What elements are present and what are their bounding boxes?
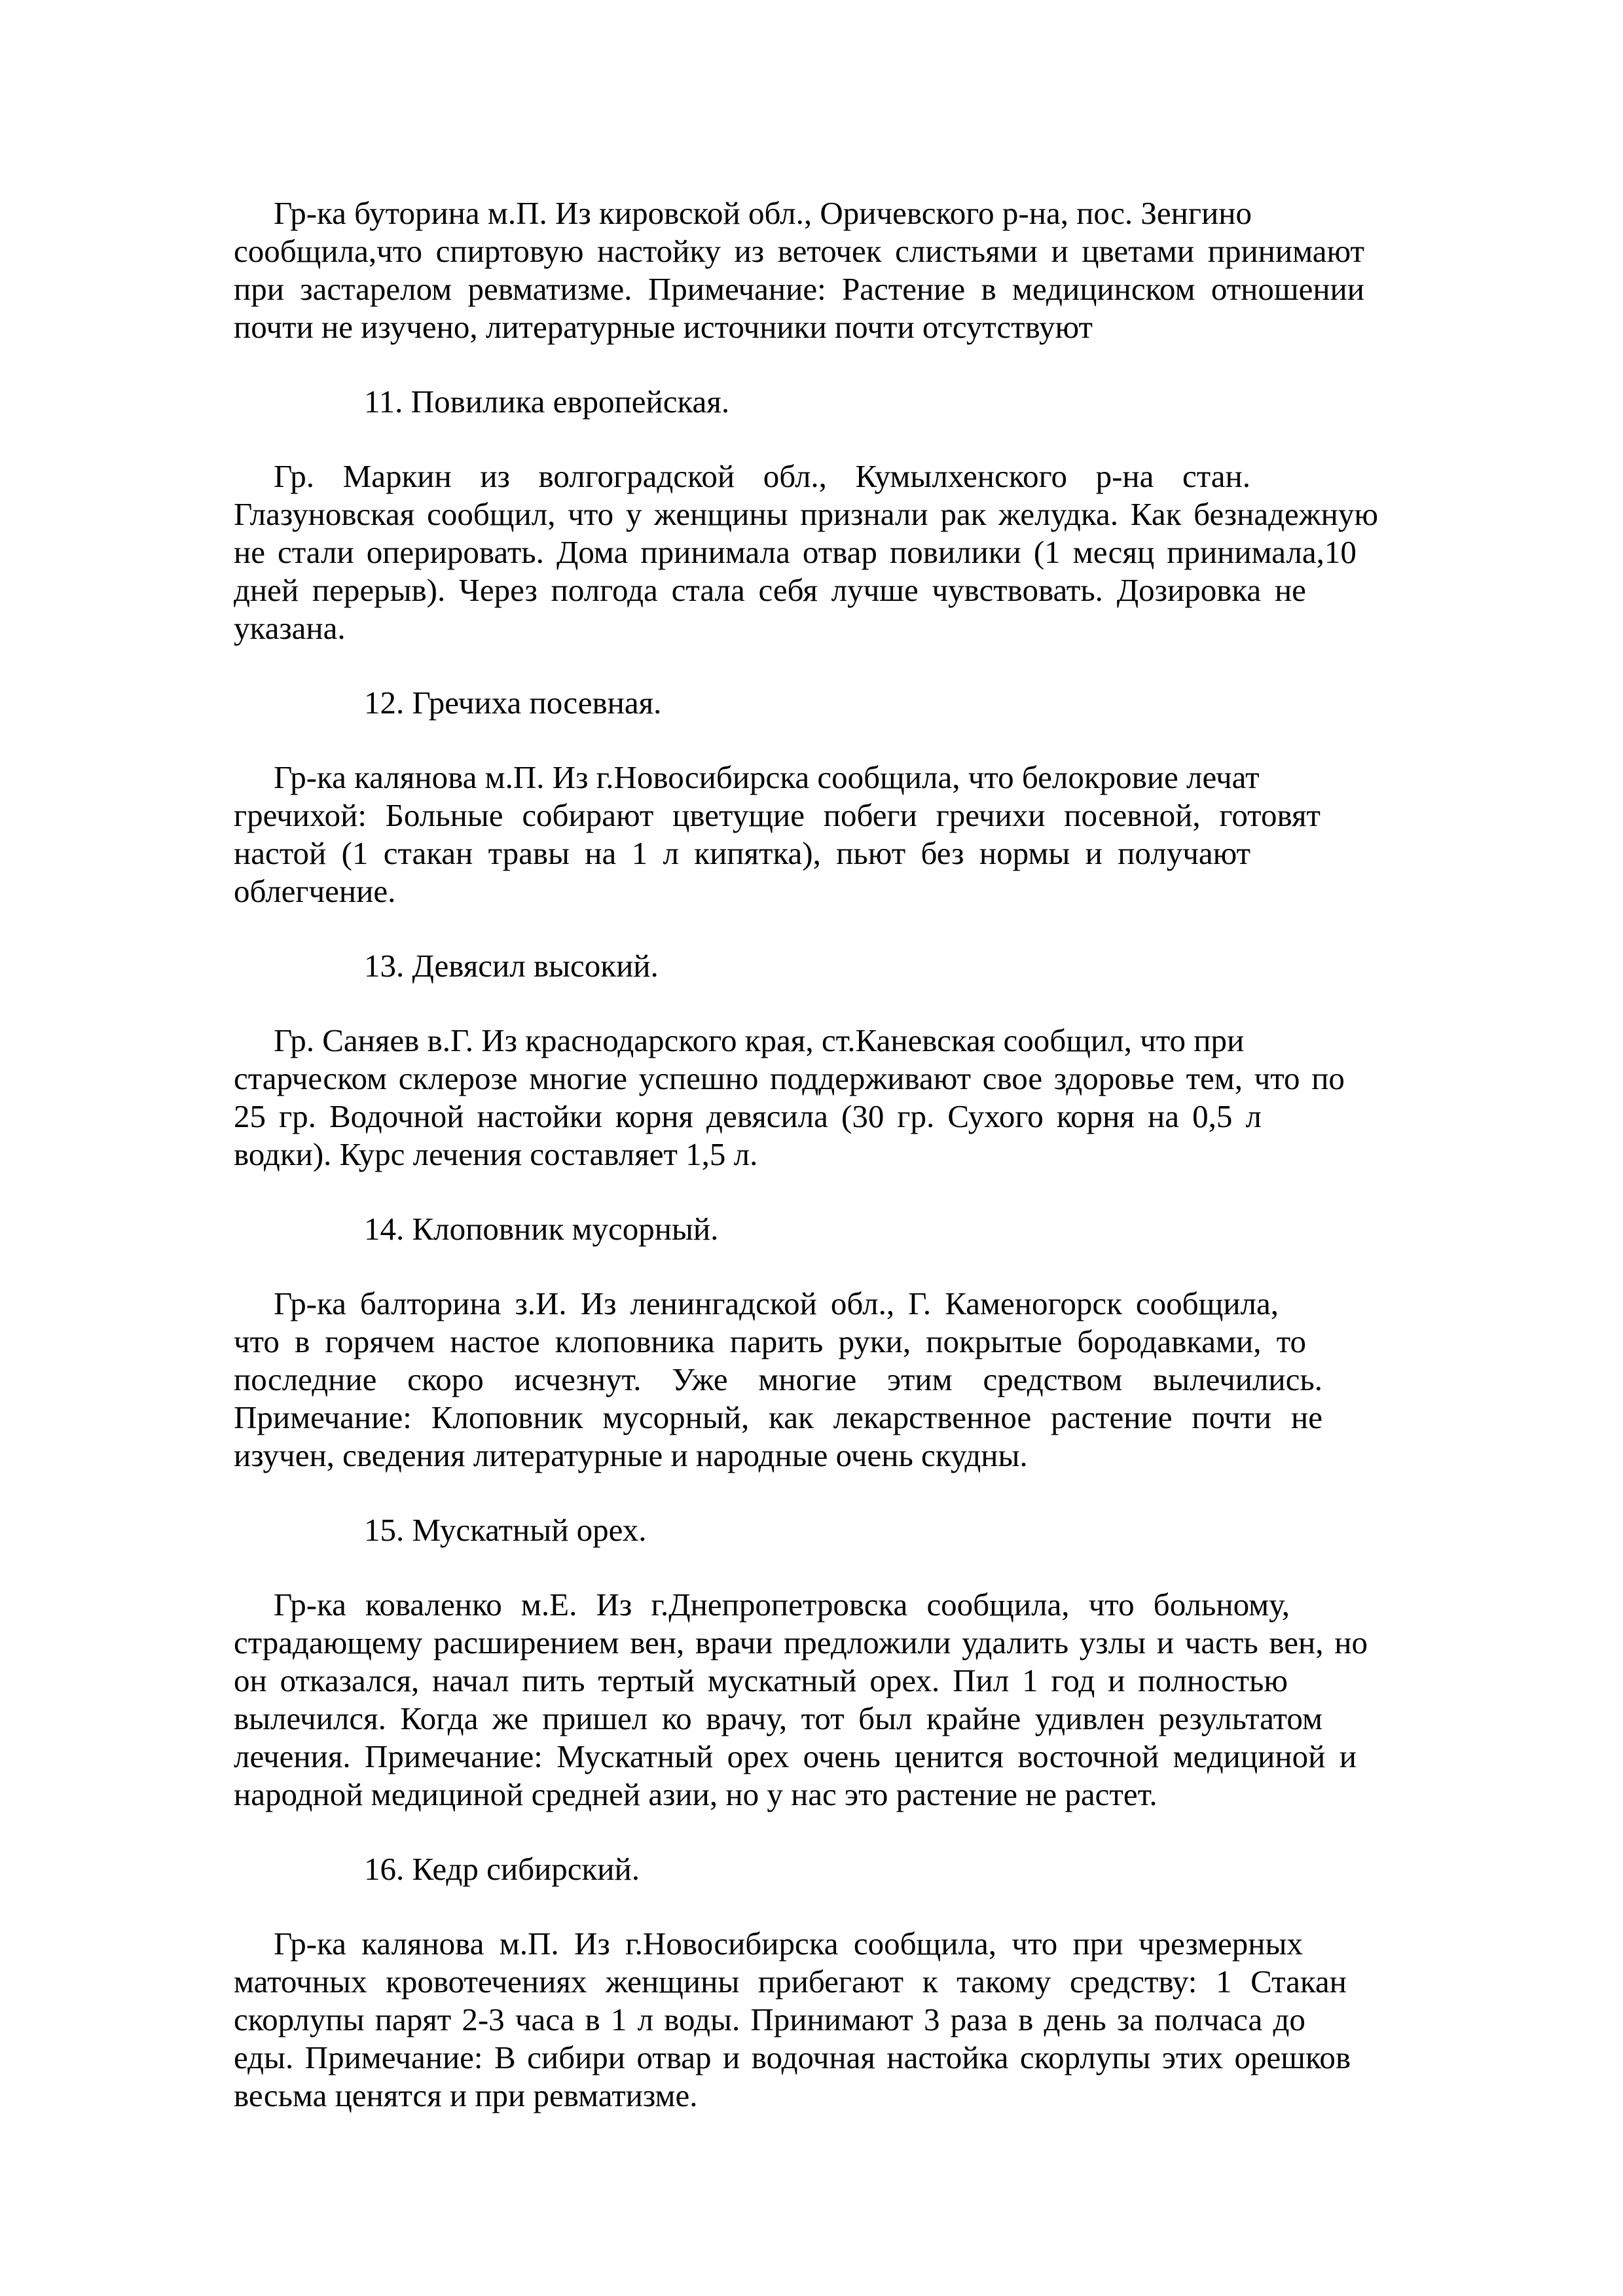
paragraph-line: [234, 571, 1306, 609]
word: из: [480, 458, 510, 494]
word: собирают: [522, 797, 654, 833]
word: чрезмерных: [1138, 1926, 1303, 1962]
word: Гр-ка: [274, 1926, 346, 1962]
word: Примечание:: [365, 1738, 543, 1774]
word: (1: [341, 835, 369, 871]
paragraph-line: Гр. Саняев в.Г. Из краснодарского края, ст.Каневская сообщил, что при: [274, 1022, 1245, 1058]
paragraph-line: указана.: [234, 610, 346, 646]
word: почти: [1192, 1399, 1272, 1435]
word: не: [1291, 1399, 1322, 1435]
word: что: [1012, 1926, 1058, 1962]
word: вылечился.: [234, 1700, 386, 1736]
word: в: [1018, 2001, 1034, 2037]
word: поддерживают: [769, 1060, 972, 1096]
word: у: [625, 496, 642, 532]
word: результатом: [1158, 1700, 1322, 1736]
word: нормы: [979, 835, 1070, 871]
word: Уже: [672, 1361, 728, 1397]
word: тертый: [598, 1662, 695, 1698]
word: Дозировка: [1116, 572, 1262, 608]
paragraph-line: [234, 1700, 1322, 1738]
word: пьют: [836, 835, 906, 871]
word: гречихой:: [234, 797, 367, 833]
word: год: [1051, 1662, 1095, 1698]
paragraph-line: облегчение.: [234, 873, 396, 909]
paragraph-line: Гр-ка калянова м.П. Из г.Новосибирска сообщила, что белокровие лечат: [274, 759, 1260, 795]
word: Каменогорск: [945, 1285, 1122, 1321]
word: отказался,: [280, 1662, 420, 1698]
word: Гр-ка: [274, 1285, 346, 1321]
word: Г.: [908, 1285, 932, 1321]
word: л: [663, 835, 679, 871]
word: Дома: [556, 534, 629, 570]
word: Гр.: [274, 458, 314, 494]
word: за: [1116, 2001, 1144, 2037]
word: желудка.: [998, 496, 1119, 532]
word: клоповника: [555, 1323, 715, 1359]
word: пришел: [542, 1700, 648, 1736]
word: Принимают: [750, 2001, 913, 2037]
paragraph-line: [234, 1098, 1262, 1136]
word: удивлен: [1034, 1700, 1145, 1736]
word: старческом: [234, 1060, 388, 1096]
word: отвар: [802, 534, 877, 570]
paragraph-line: почти не изучено, литературные источники почти отсутствуют: [234, 309, 1093, 345]
word: мускатный: [707, 1662, 857, 1698]
word: гречихи: [936, 797, 1046, 833]
paragraph-line: [274, 1285, 1279, 1323]
word: пить: [522, 1662, 585, 1698]
word: этих: [1161, 2039, 1224, 2075]
word: л: [637, 2001, 654, 2037]
word: веточек: [777, 233, 882, 269]
paragraph-line: [234, 232, 1364, 270]
word: отвар: [636, 2039, 712, 2075]
word: еды.: [234, 2039, 294, 2075]
word: и: [722, 2039, 740, 2075]
word: медициной: [1173, 1738, 1326, 1774]
word: ценится: [894, 1738, 1004, 1774]
word: посевной,: [1064, 797, 1201, 833]
word: г.Новосибирска: [625, 1926, 839, 1962]
word: маточных: [234, 1964, 367, 2000]
word: день: [1044, 2001, 1106, 2037]
word: волгоградской: [538, 458, 735, 494]
word: на: [585, 835, 617, 871]
paragraph-line: [234, 1738, 1357, 1776]
word: орех.: [869, 1662, 940, 1698]
word: 25: [234, 1098, 266, 1134]
word: растение: [1051, 1399, 1173, 1435]
word: средством: [983, 1361, 1123, 1397]
word: корня: [615, 1098, 693, 1134]
word: обл.,: [830, 1285, 895, 1321]
word: Стакан: [1250, 1964, 1347, 2000]
word: скорлупы: [234, 2001, 365, 2037]
word: что: [234, 1323, 280, 1359]
word: Мускатный: [556, 1738, 714, 1774]
word: до: [1273, 2001, 1305, 2037]
word: Маркин: [342, 458, 452, 494]
word: полгода: [551, 572, 658, 608]
word: удалить: [962, 1624, 1069, 1660]
word: стакан: [383, 835, 473, 871]
word: застарелом: [300, 271, 452, 307]
word: цветущие: [672, 797, 805, 833]
word: м.Е.: [520, 1587, 577, 1623]
section-heading: 11. Повилика европейская.: [364, 384, 730, 420]
paragraph-line: [234, 1662, 1288, 1700]
paragraph-line: [234, 797, 1321, 834]
word: месяц: [1072, 534, 1155, 570]
word: врачи: [695, 1624, 773, 1660]
word: стала: [671, 572, 745, 608]
word: вен,: [630, 1624, 685, 1660]
word: сообщил,: [427, 496, 556, 532]
word: он: [234, 1662, 267, 1698]
word: больному,: [1153, 1587, 1290, 1623]
word: многие: [529, 1060, 628, 1096]
word: такому: [957, 1964, 1051, 2000]
word: полностью: [1138, 1662, 1288, 1698]
word: из: [734, 233, 765, 269]
word: был: [858, 1700, 913, 1736]
word: в: [585, 2001, 600, 2037]
word: калянова: [361, 1926, 484, 1962]
word: предложили: [784, 1624, 951, 1660]
word: часть: [1184, 1624, 1258, 1660]
word: склерозе: [398, 1060, 518, 1096]
word: оперировать.: [366, 534, 544, 570]
word: кипятка),: [694, 835, 821, 871]
paragraph-line: [274, 1925, 1303, 1963]
word: медицинском: [1012, 271, 1195, 307]
section-heading: 13. Девясил высокий.: [364, 948, 659, 984]
word: парить: [729, 1323, 824, 1359]
word: и: [1156, 1624, 1175, 1660]
word: этим: [886, 1361, 953, 1397]
word: прибегают: [757, 1964, 904, 2000]
word: 3: [923, 2001, 940, 2037]
section-heading: 12. Гречиха посевная.: [364, 685, 662, 721]
word: свое: [982, 1060, 1043, 1096]
word: здоровье: [1053, 1060, 1175, 1096]
word: Примечание:: [647, 271, 826, 307]
word: скоро: [407, 1361, 484, 1397]
word: исчезнут.: [514, 1361, 642, 1397]
word: Водочной: [329, 1098, 464, 1134]
word: женщины: [654, 496, 788, 532]
word: сибири: [527, 2039, 626, 2075]
paragraph-line: [234, 2039, 1351, 2077]
word: девясила: [706, 1098, 828, 1134]
word: стан.: [1182, 458, 1250, 494]
word: г.Днепропетровска: [651, 1587, 908, 1623]
word: Примечание:: [234, 1399, 412, 1435]
word: настойку: [597, 233, 721, 269]
word: восточной: [1017, 1738, 1159, 1774]
paragraph-line: [234, 1399, 1322, 1437]
word: 1: [1022, 1662, 1038, 1698]
word: при: [1072, 1926, 1123, 1962]
word: в: [295, 1323, 310, 1359]
word: Как: [1130, 496, 1182, 532]
word: на: [1148, 1098, 1179, 1134]
word: Кумылхенского: [855, 458, 1067, 494]
word: и: [1339, 1738, 1357, 1774]
word: расширением: [433, 1624, 619, 1660]
word: же: [492, 1700, 528, 1736]
word: вен,: [1269, 1624, 1324, 1660]
paragraph-line: [274, 457, 1250, 495]
word: полчаса: [1154, 2001, 1263, 2037]
word: сообщила,что: [234, 233, 422, 269]
section-heading: 15. Мускатный орех.: [364, 1512, 647, 1548]
word: (1: [1033, 534, 1061, 570]
word: тот: [801, 1700, 845, 1736]
word: л: [1245, 1098, 1262, 1134]
word: не: [1274, 572, 1306, 608]
word: но: [1334, 1624, 1368, 1660]
word: 2-3: [462, 2001, 505, 2037]
paragraph-line: [234, 1624, 1368, 1662]
word: орешков: [1234, 2039, 1351, 2075]
word: мусорный,: [602, 1399, 750, 1435]
paragraph-line: [274, 1586, 1290, 1624]
word: ленингадской: [630, 1285, 817, 1321]
word: Клоповник: [431, 1399, 583, 1435]
word: горячем: [325, 1323, 435, 1359]
word: получают: [1118, 835, 1250, 871]
paragraph-line: Гр-ка буторина м.П. Из кировской обл., Оричевского р-на, пос. Зенгино: [274, 195, 1252, 231]
word: настой: [234, 835, 327, 871]
word: тем,: [1186, 1060, 1243, 1096]
word: принимала: [640, 534, 790, 570]
word: лекарственное: [833, 1399, 1032, 1435]
paragraph-line: народной медициной средней азии, но у нас это растение не растет.: [234, 1776, 1158, 1812]
word: 1: [631, 835, 648, 871]
word: узлы: [1079, 1624, 1146, 1660]
word: настойки: [477, 1098, 602, 1134]
word: з.И.: [515, 1285, 567, 1321]
word: перерыв).: [312, 572, 446, 608]
paragraph-line: [234, 533, 1357, 571]
word: настое: [450, 1323, 540, 1359]
word: кровотечениях: [386, 1964, 587, 2000]
word: крайне: [926, 1700, 1021, 1736]
paragraph-line: [234, 495, 1378, 533]
word: слистьями: [895, 233, 1038, 269]
word: Глазуновская: [234, 496, 415, 532]
word: как: [769, 1399, 814, 1435]
word: лечения.: [234, 1738, 351, 1774]
paragraph-line: [234, 1060, 1345, 1098]
word: средству:: [1069, 1964, 1197, 2000]
word: корня: [1056, 1098, 1135, 1134]
paragraph-line: [234, 270, 1364, 308]
word: вылечились.: [1153, 1361, 1322, 1397]
word: чувствовать.: [932, 572, 1103, 608]
word: обл.,: [763, 458, 827, 494]
word: Из: [580, 1285, 617, 1321]
word: настойка: [886, 2039, 1009, 2075]
word: без: [921, 835, 964, 871]
word: спиртовую: [435, 233, 584, 269]
word: балторина: [359, 1285, 501, 1321]
word: к: [922, 1964, 938, 2000]
word: безнадежную: [1194, 496, 1378, 532]
word: коваленко: [365, 1587, 502, 1623]
word: Больные: [385, 797, 503, 833]
word: Через: [459, 572, 538, 608]
word: скорлупы: [1019, 2039, 1151, 2075]
word: и: [1108, 1662, 1125, 1698]
paragraph-line: [234, 2001, 1305, 2039]
word: принимала,10: [1167, 534, 1357, 570]
paragraph-line: [234, 1963, 1347, 2001]
word: Растение: [842, 271, 966, 307]
word: ко: [661, 1700, 692, 1736]
word: орех: [727, 1738, 790, 1774]
word: гр.: [279, 1098, 316, 1134]
word: успешно: [638, 1060, 759, 1096]
word: последние: [234, 1361, 377, 1397]
section-heading: 16. Кедр сибирский.: [364, 1851, 640, 1887]
paragraph-line: [234, 1323, 1306, 1361]
word: Примечание:: [304, 2039, 483, 2075]
word: побеги: [823, 797, 917, 833]
word: что: [1088, 1587, 1135, 1623]
word: парят: [374, 2001, 452, 2037]
paragraph-line: водки). Курс лечения составляет 1,5 л.: [234, 1136, 758, 1172]
word: и: [1085, 835, 1103, 871]
word: (30: [841, 1098, 884, 1134]
word: водочная: [751, 2039, 875, 2075]
word: принимают: [1207, 233, 1364, 269]
paragraph-line: весьма ценятся и при ревматизме.: [234, 2077, 698, 2113]
word: при: [234, 271, 284, 307]
word: Пил: [953, 1662, 1010, 1698]
word: раза: [950, 2001, 1008, 2037]
word: женщины: [605, 1964, 740, 2000]
word: Из: [596, 1587, 632, 1623]
word: признали: [800, 496, 928, 532]
word: не: [234, 534, 265, 570]
word: по: [1311, 1060, 1345, 1096]
word: страдающему: [234, 1624, 423, 1660]
paragraph-line: изучен, сведения литературные и народные очень скудны.: [234, 1437, 1028, 1473]
word: Сухого: [947, 1098, 1044, 1134]
word: бородавками,: [1077, 1323, 1262, 1359]
word: травы: [488, 835, 570, 871]
word: Когда: [400, 1700, 479, 1736]
word: начал: [432, 1662, 509, 1698]
word: покрытые: [926, 1323, 1063, 1359]
word: лучше: [831, 572, 919, 608]
word: 1: [1215, 1964, 1232, 2000]
section-heading: 14. Клоповник мусорный.: [364, 1211, 719, 1247]
word: ревматизме.: [467, 271, 632, 307]
word: дней: [234, 572, 299, 608]
word: воды.: [664, 2001, 740, 2037]
word: м.П.: [499, 1926, 559, 1962]
word: гр.: [897, 1098, 935, 1134]
word: стали: [278, 534, 354, 570]
word: 0,5: [1192, 1098, 1233, 1134]
word: В: [494, 2039, 516, 2075]
word: сообщила,: [1135, 1285, 1279, 1321]
word: что: [568, 496, 614, 532]
word: что: [1254, 1060, 1300, 1096]
word: то: [1276, 1323, 1306, 1359]
word: р-на: [1095, 458, 1154, 494]
word: цветами: [1082, 233, 1195, 269]
word: отношении: [1211, 271, 1364, 307]
word: 1: [610, 2001, 627, 2037]
word: повилики: [889, 534, 1021, 570]
word: сообщила,: [853, 1926, 996, 1962]
word: очень: [803, 1738, 881, 1774]
word: руки,: [838, 1323, 911, 1359]
word: готовят: [1219, 797, 1321, 833]
word: часа: [515, 2001, 575, 2037]
word: врачу,: [706, 1700, 788, 1736]
word: себя: [758, 572, 818, 608]
word: в: [981, 271, 996, 307]
word: и: [1051, 233, 1068, 269]
word: рак: [940, 496, 987, 532]
word: Гр-ка: [274, 1587, 346, 1623]
word: Из: [574, 1926, 610, 1962]
word: многие: [758, 1361, 857, 1397]
paragraph-line: [234, 834, 1250, 872]
paragraph-line: [234, 1361, 1322, 1399]
word: сообщила,: [926, 1587, 1070, 1623]
